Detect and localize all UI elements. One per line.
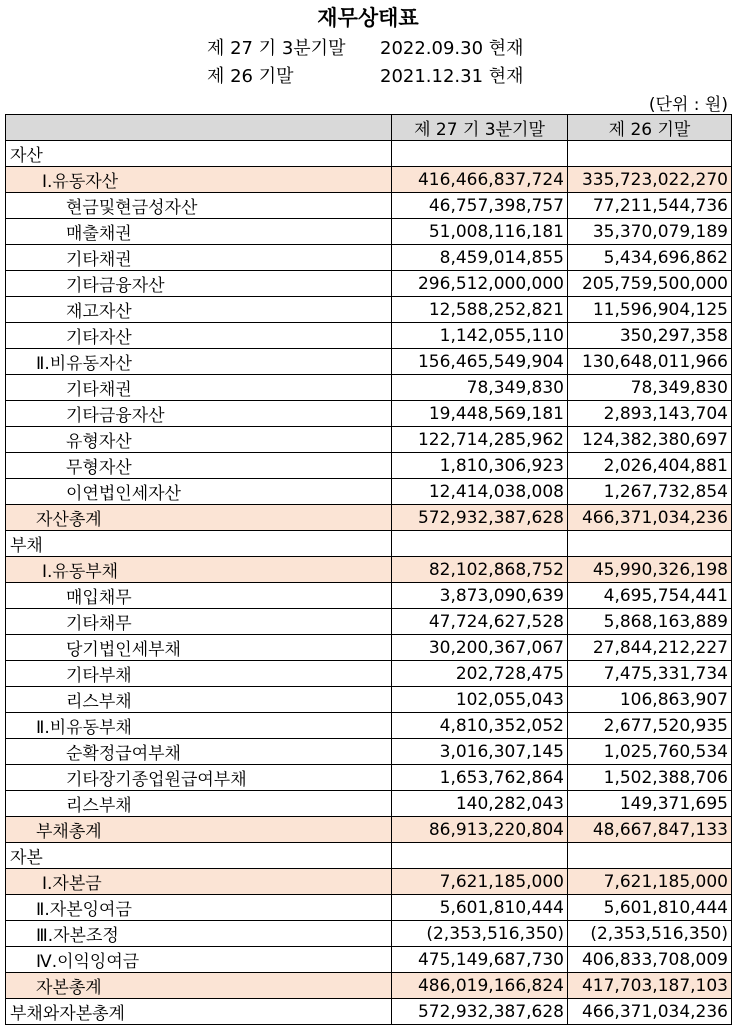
prior-period-value: 48,667,847,133 <box>568 817 732 843</box>
prior-period-value: 27,844,212,227 <box>568 635 732 661</box>
current-period-value: 416,466,837,724 <box>392 167 568 193</box>
prior-period-value: 4,695,754,441 <box>568 583 732 609</box>
row-label: 재고자산 <box>6 297 392 323</box>
row-label: 기타자산 <box>6 323 392 349</box>
current-period-value: 46,757,398,757 <box>392 193 568 219</box>
current-period-value: 8,459,014,855 <box>392 245 568 271</box>
table-row <box>6 141 732 167</box>
prior-period: 제 26 기말 <box>207 66 294 87</box>
table-row <box>6 167 732 193</box>
row-label: 부채 <box>6 531 392 557</box>
current-period-value: 475,149,687,730 <box>392 947 568 973</box>
row-label: Ⅳ.이익잉여금 <box>6 947 392 973</box>
row-label: Ⅱ.자본잉여금 <box>6 895 392 921</box>
table-row <box>6 401 732 427</box>
prior-period-value: 78,349,830 <box>568 375 732 401</box>
current-period-value: 3,016,307,145 <box>392 739 568 765</box>
prior-period-value: 5,601,810,444 <box>568 895 732 921</box>
row-label: Ⅱ.비유동부채 <box>6 713 392 739</box>
table-row <box>6 583 732 609</box>
current-period-value: 3,873,090,639 <box>392 583 568 609</box>
table-row <box>6 193 732 219</box>
row-label: Ⅱ.비유동자산 <box>6 349 392 375</box>
prior-period-value: 335,723,022,270 <box>568 167 732 193</box>
table-row <box>6 375 732 401</box>
prior-period-value <box>568 531 732 557</box>
current-period-value: 78,349,830 <box>392 375 568 401</box>
prior-period-value: 466,371,034,236 <box>568 505 732 531</box>
current-period-value: 5,601,810,444 <box>392 895 568 921</box>
current-period-value: 202,728,475 <box>392 661 568 687</box>
prior-period-value: 7,475,331,734 <box>568 661 732 687</box>
table-row <box>6 921 732 947</box>
table-row <box>6 297 732 323</box>
table-row <box>6 427 732 453</box>
row-label: 리스부채 <box>6 687 392 713</box>
current-period-value: 7,621,185,000 <box>392 869 568 895</box>
current-period-value: 140,282,043 <box>392 791 568 817</box>
prior-period-value: 2,893,143,704 <box>568 401 732 427</box>
prior-period-value: 5,434,696,862 <box>568 245 732 271</box>
row-label: 무형자산 <box>6 453 392 479</box>
current-period-value: 102,055,043 <box>392 687 568 713</box>
row-label: 기타금융자산 <box>6 271 392 297</box>
prior-period-value: 1,502,388,706 <box>568 765 732 791</box>
row-label: Ⅰ.유동부채 <box>6 557 392 583</box>
current-period-value: 1,653,762,864 <box>392 765 568 791</box>
current-date: 2022.09.30 현재 <box>380 38 524 59</box>
prior-period-value: 130,648,011,966 <box>568 349 732 375</box>
row-label: 기타채권 <box>6 375 392 401</box>
row-label: 매출채권 <box>6 219 392 245</box>
row-label: 자산총계 <box>6 505 392 531</box>
table-row <box>6 661 732 687</box>
row-label: 기타장기종업원급여부채 <box>6 765 392 791</box>
current-period-value <box>392 531 568 557</box>
current-period-value: 572,932,387,628 <box>392 999 568 1025</box>
prior-period-value: 205,759,500,000 <box>568 271 732 297</box>
current-period-value: 1,142,055,110 <box>392 323 568 349</box>
prior-period-value: 350,297,358 <box>568 323 732 349</box>
prior-period-value: 2,677,520,935 <box>568 713 732 739</box>
prior-period-value: 1,267,732,854 <box>568 479 732 505</box>
table-row <box>6 531 732 557</box>
current-period-value: 486,019,166,824 <box>392 973 568 999</box>
prior-period-value: 417,703,187,103 <box>568 973 732 999</box>
statement-title: 재무상태표 <box>317 6 419 30</box>
row-label: 유형자산 <box>6 427 392 453</box>
table-row <box>6 271 732 297</box>
prior-period-value: 77,211,544,736 <box>568 193 732 219</box>
table-row <box>6 505 732 531</box>
row-label: 부채와자본총계 <box>6 999 392 1025</box>
row-label: 리스부채 <box>6 791 392 817</box>
current-period-value: 296,512,000,000 <box>392 271 568 297</box>
prior-period-value: 466,371,034,236 <box>568 999 732 1025</box>
table-row <box>6 869 732 895</box>
row-label: 순확정급여부채 <box>6 739 392 765</box>
row-label: Ⅰ.자본금 <box>6 869 392 895</box>
current-period-value: 572,932,387,628 <box>392 505 568 531</box>
prior-period-value: 7,621,185,000 <box>568 869 732 895</box>
current-period-value: 86,913,220,804 <box>392 817 568 843</box>
current-period-value: 30,200,367,067 <box>392 635 568 661</box>
prior-period-value: (2,353,516,350) <box>568 921 732 947</box>
current-period-value <box>392 843 568 869</box>
current-period: 제 27 기 3분기말 <box>207 38 346 59</box>
row-label: 기타채권 <box>6 245 392 271</box>
table-row <box>6 479 732 505</box>
table-row <box>6 817 732 843</box>
table-row <box>6 713 732 739</box>
table-row <box>6 557 732 583</box>
table-row <box>6 609 732 635</box>
table-row <box>6 999 732 1025</box>
table-row <box>6 245 732 271</box>
table-row <box>6 895 732 921</box>
current-period-value: 4,810,352,052 <box>392 713 568 739</box>
current-period-value: 156,465,549,904 <box>392 349 568 375</box>
row-label: Ⅲ.자본조정 <box>6 921 392 947</box>
prior-period-value: 406,833,708,009 <box>568 947 732 973</box>
prior-period-value: 45,990,326,198 <box>568 557 732 583</box>
prior-period-value <box>568 843 732 869</box>
table-row <box>6 843 732 869</box>
header-current-period: 제 27 기 3분기말 <box>392 115 568 141</box>
current-period-value: 19,448,569,181 <box>392 401 568 427</box>
current-period-value: 12,414,038,008 <box>392 479 568 505</box>
header-prior-period: 제 26 기말 <box>568 115 732 141</box>
row-label: 기타채무 <box>6 609 392 635</box>
current-period-value: 12,588,252,821 <box>392 297 568 323</box>
table-row <box>6 323 732 349</box>
current-period-value: 1,810,306,923 <box>392 453 568 479</box>
current-period-value: 47,724,627,528 <box>392 609 568 635</box>
table-row <box>6 947 732 973</box>
current-period-value: 122,714,285,962 <box>392 427 568 453</box>
prior-period-value: 1,025,760,534 <box>568 739 732 765</box>
current-period-value: (2,353,516,350) <box>392 921 568 947</box>
row-label: 현금및현금성자산 <box>6 193 392 219</box>
row-label: 자본총계 <box>6 973 392 999</box>
current-period-value: 51,008,116,181 <box>392 219 568 245</box>
table-header-row <box>6 115 732 141</box>
prior-period-value: 11,596,904,125 <box>568 297 732 323</box>
table-row <box>6 765 732 791</box>
balance-sheet-table <box>5 114 732 1025</box>
prior-period-value: 35,370,079,189 <box>568 219 732 245</box>
current-period-value: 82,102,868,752 <box>392 557 568 583</box>
row-label: 기타부채 <box>6 661 392 687</box>
table-row <box>6 219 732 245</box>
current-period-value <box>392 141 568 167</box>
table-row <box>6 453 732 479</box>
prior-period-value: 2,026,404,881 <box>568 453 732 479</box>
row-label: 당기법인세부채 <box>6 635 392 661</box>
row-label: 자산 <box>6 141 392 167</box>
row-label: 매입채무 <box>6 583 392 609</box>
table-row <box>6 687 732 713</box>
table-row <box>6 973 732 999</box>
table-row <box>6 791 732 817</box>
table-row <box>6 349 732 375</box>
prior-period-value: 5,868,163,889 <box>568 609 732 635</box>
prior-period-value: 149,371,695 <box>568 791 732 817</box>
table-row <box>6 739 732 765</box>
row-label: 부채총계 <box>6 817 392 843</box>
prior-period-value <box>568 141 732 167</box>
row-label: 기타금융자산 <box>6 401 392 427</box>
row-label: 이연법인세자산 <box>6 479 392 505</box>
header-label-cell <box>6 115 392 141</box>
prior-period-value: 106,863,907 <box>568 687 732 713</box>
prior-date: 2021.12.31 현재 <box>380 66 524 87</box>
unit-label: (단위 : 원) <box>648 95 728 115</box>
row-label: 자본 <box>6 843 392 869</box>
prior-period-value: 124,382,380,697 <box>568 427 732 453</box>
table-row <box>6 635 732 661</box>
row-label: Ⅰ.유동자산 <box>6 167 392 193</box>
